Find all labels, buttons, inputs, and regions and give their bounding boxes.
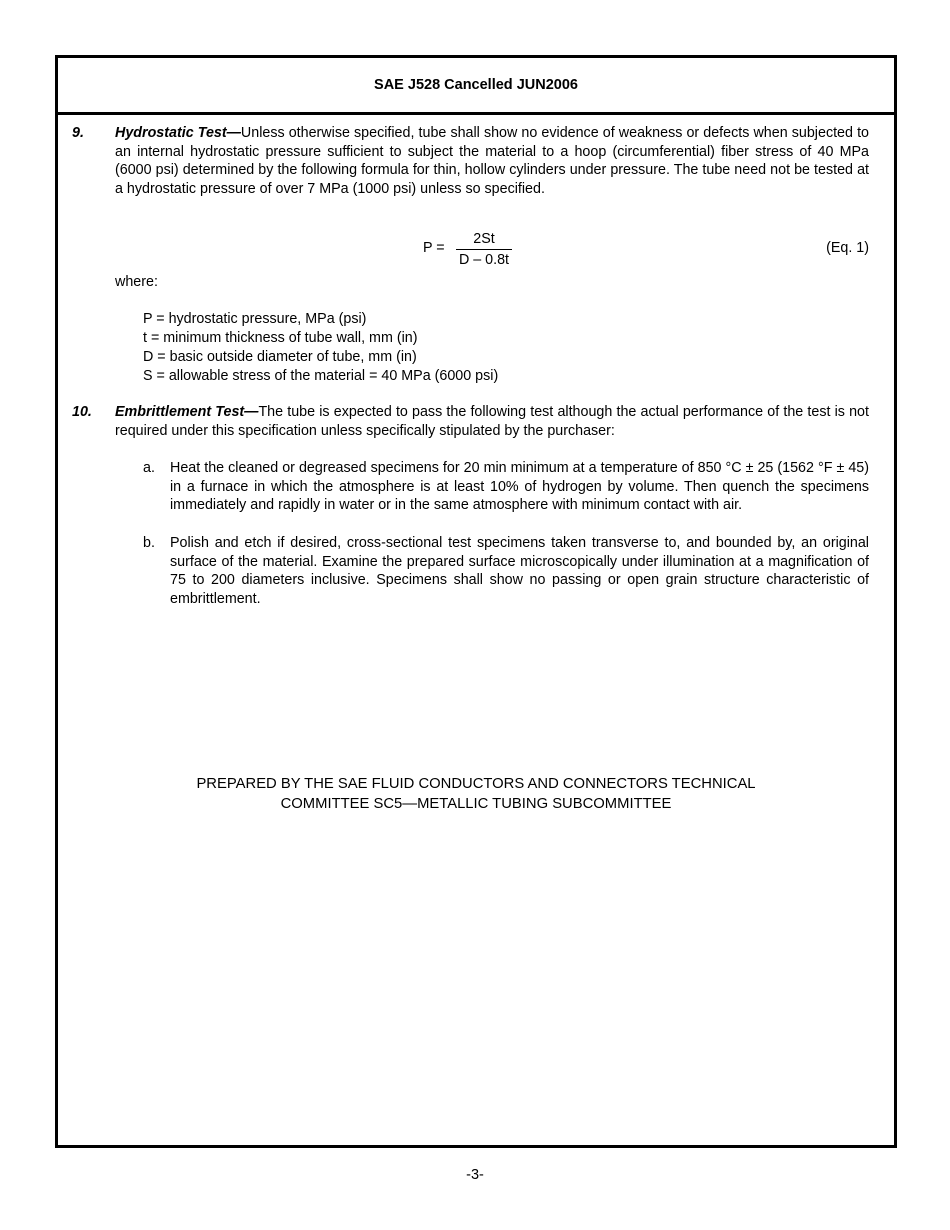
page-number: -3- xyxy=(466,1167,484,1183)
list-item-label: a. xyxy=(143,460,155,476)
equation-1 xyxy=(58,231,894,271)
prepared-by xyxy=(58,775,894,814)
equation-denominator: D – 0.8t xyxy=(458,252,510,268)
prepared-by-line: COMMITTEE SC5—METALLIC TUBING SUBCOMMITTEE xyxy=(280,795,672,812)
section-10-body: The tube is expected to pass the following test although the actual performance of the test is not required under this specification unless specifically stipulated by the purchaser: xyxy=(115,404,869,439)
equation-numerator: 2St xyxy=(473,231,495,247)
equation-tag: (Eq. 1) xyxy=(826,240,869,256)
equation-fraction xyxy=(456,231,512,269)
section-number: 9. xyxy=(72,125,84,141)
definitions-list xyxy=(143,310,498,386)
definition-item: S = allowable stress of the material = 40 MPa (6000 psi) xyxy=(143,368,499,384)
list-item-text: Heat the cleaned or degreased specimens for 20 min minimum at a temperature of 850 °C ± 25 (1562 °F ± 45) in a furnace in which the atmosphere is at least 10% of hydrogen by volume. Then quench the specimens immediately and rapidly in water or in the same atmosphere with minimum contact with air. xyxy=(170,460,869,514)
prepared-by-line: PREPARED BY THE SAE FLUID CONDUCTORS AND CONNECTORS TECHNICAL xyxy=(196,776,756,792)
fraction-bar xyxy=(456,249,512,250)
section-9-title: Hydrostatic Test— xyxy=(115,125,241,141)
where-label: where: xyxy=(115,274,158,290)
page-frame xyxy=(55,55,897,1148)
section-9-paragraph xyxy=(115,124,869,198)
list-item-label: b. xyxy=(143,535,155,551)
definition-item: P = hydrostatic pressure, MPa (psi) xyxy=(143,311,367,327)
list-item-text: Polish and etch if desired, cross-sectional test specimens taken transverse to, and bounded by, an original surface of the material. Examine the prepared surface microscopically under illumination at a magnification of 75 to 200 diameters inclusive. Specimens shall show no passing or open grain structure characteristic of embrittlement. xyxy=(170,535,869,607)
section-10-title: Embrittlement Test— xyxy=(115,404,259,420)
document-title: SAE J528 Cancelled JUN2006 xyxy=(374,77,578,93)
equation-lhs: P = xyxy=(423,240,445,256)
section-10-paragraph xyxy=(115,403,869,440)
document-header xyxy=(58,58,894,115)
section-9-body: Unless otherwise specified, tube shall show no evidence of weakness or defects when subjected to an internal hydrostatic pressure sufficient to subject the material to a hoop (circumferential) fiber stress of 40 MPa (6000 psi) determined by the following formula for thin, hollow cylinders under pressure. The tube need not be tested at a hydrostatic pressure of over 7 MPa (1000 psi) unless so specified. xyxy=(115,125,869,197)
section-number: 10. xyxy=(72,404,92,420)
definition-item: t = minimum thickness of tube wall, mm (in) xyxy=(143,330,418,346)
definition-item: D = basic outside diameter of tube, mm (in) xyxy=(143,349,417,365)
